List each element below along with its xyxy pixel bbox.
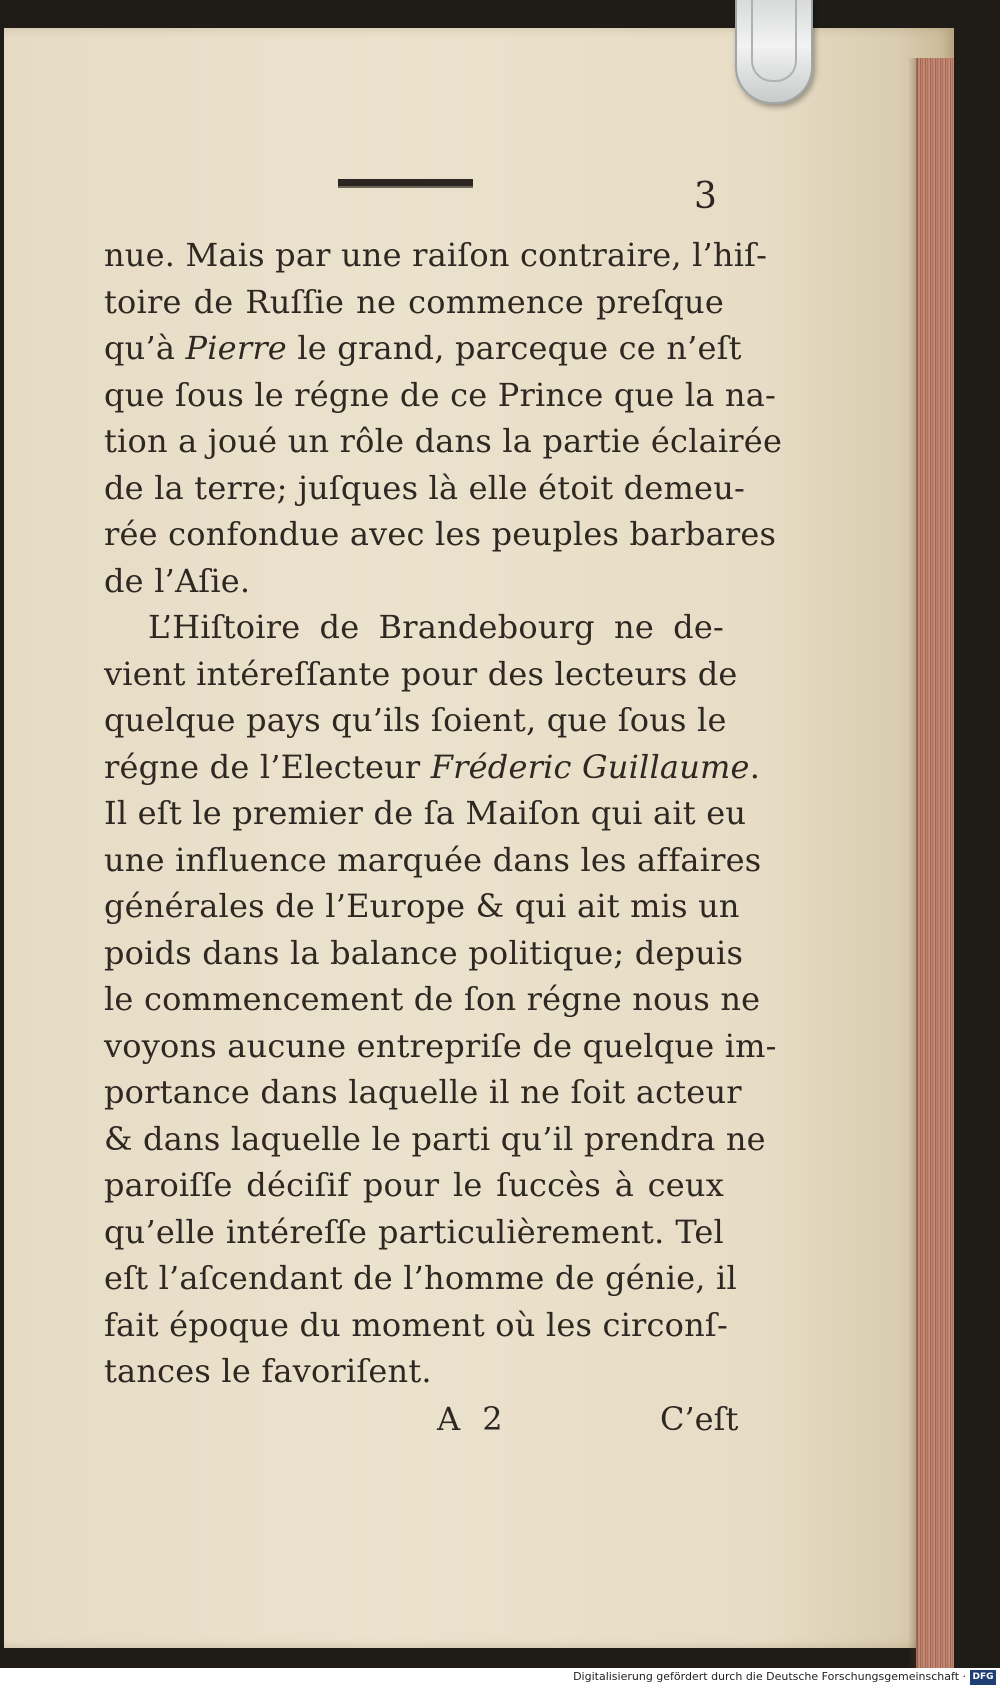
text-line: L’Hiſtoire de Brandebourg ne de- — [148, 608, 724, 646]
text-line — [104, 325, 742, 372]
header-rule — [338, 179, 473, 186]
text-line: nue. Mais par une raiſon contraire, l’hiſ- — [104, 236, 768, 274]
signature-mark: A 2 — [437, 1400, 509, 1438]
name-frederic-guillaume: Fréderic Guillaume — [430, 747, 750, 786]
catchword: C’eſt — [660, 1400, 739, 1438]
footer-credit: Digitalisierung gefördert durch die Deutsche Forschungsgemeinschaft · — [573, 1670, 966, 1683]
text-line: une influence marquée dans les affaires — [104, 840, 762, 879]
text-run: qu’à — [104, 329, 186, 367]
text-line: quelque pays qu’ils ſoient, que ſous le — [104, 701, 727, 739]
text-line: Il eſt le premier de ſa Maiſon qui ait eu — [104, 794, 747, 832]
text-line: de l’Aſie. — [104, 561, 251, 600]
text-line: le commencement de ſon régne nous ne — [104, 980, 761, 1018]
body-text — [104, 232, 783, 1395]
text-line: vient intéreſſante pour des lecteurs de — [104, 654, 738, 693]
page-clip-icon — [735, 0, 813, 104]
text-line: toire de Ruſſie ne commence preſque — [104, 282, 724, 321]
text-line: voyons aucune entrepriſe de quelque im- — [104, 1026, 777, 1065]
text-run: le grand, parceque ce n’eſt — [286, 329, 742, 367]
text-line: poids dans la balance politique; depuis — [104, 933, 744, 972]
text-line — [104, 744, 761, 791]
digitization-footer — [0, 1668, 1000, 1689]
name-pierre: Pierre — [185, 329, 287, 367]
text-line: de la terre; juſques là elle étoit demeu- — [104, 468, 746, 507]
text-line: tances le favoriſent. — [104, 1352, 432, 1390]
text-line: générales de l’Europe & qui ait mis un — [104, 887, 740, 925]
text-run: . — [749, 747, 761, 786]
text-line: paroiſſe déciſif pour le ſuccès à ceux — [104, 1166, 724, 1204]
text-line: & dans laquelle le parti qu’il prendra ne — [104, 1119, 766, 1158]
text-line: eſt l’aſcendant de l’homme de génie, il — [104, 1259, 737, 1297]
text-line: fait époque du moment où les circonſ- — [104, 1305, 728, 1344]
dfg-logo-icon: DFG — [970, 1670, 996, 1685]
text-run: régne de l’Electeur — [104, 747, 431, 786]
text-line: qu’elle intéreſſe particulièrement. Tel — [104, 1212, 724, 1251]
page-edges — [916, 58, 954, 1668]
text-line: portance dans laquelle il ne ſoit acteur — [104, 1073, 742, 1111]
text-line: rée confondue avec les peuples barbares — [104, 515, 777, 553]
text-line: tion a joué un rôle dans la partie éclairée — [104, 422, 783, 460]
text-line: que ſous le régne de ce Prince que la na- — [104, 375, 777, 414]
page-number: 3 — [694, 176, 717, 217]
